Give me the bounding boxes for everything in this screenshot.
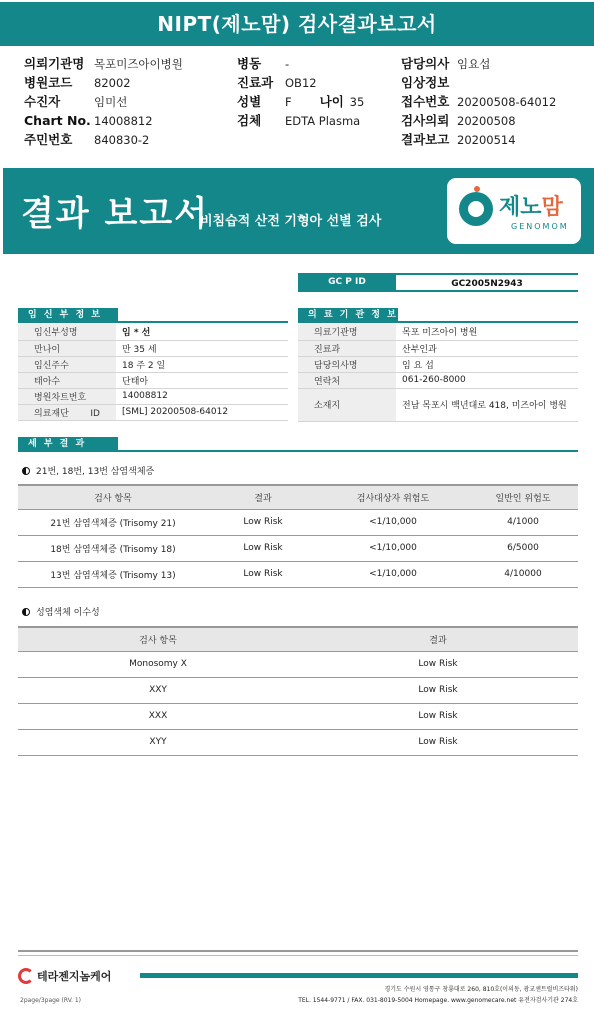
- info-row: [18, 388, 288, 404]
- table-row: [18, 703, 578, 729]
- info-key: 진료과: [298, 340, 396, 356]
- company-logo: [18, 968, 111, 984]
- header-row-specimen: [237, 111, 364, 130]
- company-logo-icon: [18, 968, 34, 984]
- table-cell: 6/5000: [468, 535, 578, 561]
- header-col-2: [237, 54, 364, 130]
- hospital-info-table: [298, 324, 578, 422]
- info-value: 만 35 세: [116, 340, 288, 356]
- header-row-department: [237, 73, 364, 92]
- info-value: 임 요 섭: [396, 356, 578, 372]
- header-value: EDTA Plasma: [285, 114, 361, 128]
- result-banner: [3, 168, 594, 254]
- info-row: [298, 372, 578, 388]
- info-value: 061-260-8000: [396, 372, 578, 388]
- table-row: [18, 561, 578, 587]
- table-cell: <1/10,000: [318, 509, 468, 535]
- half-circle-icon: [22, 467, 30, 475]
- table-row: [18, 651, 578, 677]
- hospital-info-tag: 의 료 기 관 정 보: [298, 308, 398, 323]
- info-key: 임신부성명: [18, 324, 116, 340]
- header-label: 병원코드: [24, 75, 73, 90]
- header-row-institution: [24, 54, 183, 73]
- header-label: 진료과: [237, 75, 274, 90]
- table-cell: Low Risk: [208, 509, 318, 535]
- table-cell: XYY: [18, 729, 298, 755]
- header-label: 접수번호: [401, 94, 450, 109]
- header-value: 840830-2: [94, 133, 150, 147]
- header-label: 나이: [319, 94, 344, 109]
- header-value: 20200514: [457, 133, 516, 147]
- table-cell: XXX: [18, 703, 298, 729]
- header-value: -: [285, 57, 290, 71]
- info-row: [298, 356, 578, 372]
- info-row: [298, 340, 578, 356]
- table-row: [18, 677, 578, 703]
- company-address: [298, 984, 578, 1006]
- info-row: [298, 324, 578, 340]
- gcp-id-label: GC P ID: [298, 273, 396, 292]
- info-key: 병원차트번호: [18, 388, 116, 404]
- logo-text-a: 제노: [499, 195, 542, 220]
- table-cell: Low Risk: [298, 703, 578, 729]
- info-value: 전남 목포시 백년대로 418, 미즈아이 병원: [396, 388, 578, 421]
- header-value: 20200508: [457, 114, 516, 128]
- column-header: 결과: [208, 485, 318, 509]
- header-row-id-number: [24, 130, 183, 149]
- info-value: 목포 미즈아이 병원: [396, 324, 578, 340]
- page-number: 2page/3page (RV. 1): [20, 997, 82, 1004]
- header-row-clinical-info: [401, 73, 556, 92]
- table-cell: 21번 삼염색체증 (Trisomy 21): [18, 509, 208, 535]
- info-value: [SML] 20200508-64012: [116, 404, 288, 420]
- header-row-chart-no: [24, 111, 183, 130]
- header-value: 14008812: [94, 114, 153, 128]
- header-value: 임요섭: [457, 57, 491, 71]
- address-line: TEL. 1544-9771 / FAX. 031-8019-5004 Homepage. www.genomecare.net 유전자검사기관 274호: [298, 997, 578, 1004]
- section-divider: [118, 321, 288, 323]
- logo-mark-icon: [459, 192, 493, 226]
- header-row-patient: [24, 92, 183, 111]
- sex-chromosome-section-text: 성염색체 이수성: [36, 608, 100, 618]
- info-row: [18, 372, 288, 388]
- details-tag: 세 부 결 과: [18, 437, 118, 452]
- footer-accent-bar: [140, 973, 578, 978]
- table-cell: XXY: [18, 677, 298, 703]
- info-key: 의료기관명: [298, 324, 396, 340]
- info-key: 담당의사명: [298, 356, 396, 372]
- header-label: 수진자: [24, 94, 61, 109]
- info-value: 산부인과: [396, 340, 578, 356]
- header-row-hospital-code: [24, 73, 183, 92]
- pregnant-info-tag: 임 신 부 정 보: [18, 308, 118, 323]
- table-cell: 4/10000: [468, 561, 578, 587]
- trisomy-section-text: 21번, 18번, 13번 삼염색체증: [36, 467, 155, 477]
- info-key: 연락처: [298, 372, 396, 388]
- column-header: 일반인 위험도: [468, 485, 578, 509]
- table-cell: Low Risk: [298, 729, 578, 755]
- header-label: 결과보고: [401, 132, 450, 147]
- half-circle-icon: [22, 608, 30, 616]
- report-title: NIPT(제노맘) 검사결과보고서: [0, 2, 594, 46]
- info-row: [18, 356, 288, 372]
- header-label: 임상정보: [401, 75, 450, 90]
- table-cell: Low Risk: [298, 677, 578, 703]
- header-row-doctor: [401, 54, 556, 73]
- footer-divider: [18, 950, 578, 952]
- section-divider: [118, 450, 578, 452]
- column-header: 검사 항목: [18, 485, 208, 509]
- header-col-3: [401, 54, 556, 149]
- info-key: 태아수: [18, 372, 116, 388]
- header-label: 검체: [237, 113, 262, 128]
- company-name: 테라젠지놈케어: [37, 970, 112, 983]
- section-divider: [398, 321, 578, 323]
- header-label: Chart No.: [24, 113, 91, 128]
- table-cell: <1/10,000: [318, 561, 468, 587]
- address-line: 경기도 수원시 영통구 창룡대로 260, 810호(이의동, 광교센트럴비즈타워): [384, 986, 578, 993]
- info-key: 의료재단 ID: [18, 404, 116, 420]
- info-row: [298, 388, 578, 421]
- info-key: 임신주수: [18, 356, 116, 372]
- footer-divider: [18, 955, 578, 956]
- logo-text-b: 맘: [541, 195, 563, 220]
- trisomy-section-title: [22, 464, 154, 477]
- pregnant-info-table: [18, 324, 288, 421]
- header-value: 임미선: [94, 95, 128, 109]
- info-key: 만나이: [18, 340, 116, 356]
- header-value: 35: [349, 95, 365, 109]
- info-key: 소재지: [298, 388, 396, 421]
- info-value: 임 * 선: [116, 324, 288, 340]
- header-value: 목포미즈아이병원: [94, 57, 183, 71]
- table-cell: <1/10,000: [318, 535, 468, 561]
- logo-subtext: GENOMOM: [511, 222, 569, 231]
- trisomy-results-table: [18, 484, 578, 588]
- table-cell: Low Risk: [298, 651, 578, 677]
- header-value: OB12: [285, 76, 317, 90]
- info-row: [18, 340, 288, 356]
- table-cell: Monosomy X: [18, 651, 298, 677]
- table-row: [18, 509, 578, 535]
- info-value: 14008812: [116, 388, 288, 404]
- info-value: 18 주 2 일: [116, 356, 288, 372]
- column-header: 결과: [298, 627, 578, 651]
- header-label: 검사의뢰: [401, 113, 450, 128]
- banner-subtitle: 비침습적 산전 기형아 선별 검사: [200, 214, 382, 229]
- info-row: [18, 404, 288, 420]
- gcp-id-value: GC2005N2943: [396, 273, 578, 292]
- table-cell: Low Risk: [208, 561, 318, 587]
- info-row: [18, 324, 288, 340]
- header-label: 병동: [237, 56, 262, 71]
- logo-dot-icon: [474, 186, 480, 192]
- logo-text: [499, 190, 563, 221]
- table-cell: 18번 삼염색체증 (Trisomy 18): [18, 535, 208, 561]
- header-row-request-date: [401, 111, 556, 130]
- info-value: 단태아: [116, 372, 288, 388]
- sex-chromosome-section-title: [22, 605, 100, 618]
- header-row-report-date: [401, 130, 556, 149]
- header-label: 의뢰기관명: [24, 56, 85, 71]
- header-label: 주민번호: [24, 132, 73, 147]
- column-header: 검사대상자 위험도: [318, 485, 468, 509]
- header-label: 성별: [237, 94, 262, 109]
- table-cell: Low Risk: [208, 535, 318, 561]
- header-value: 20200508-64012: [457, 95, 557, 109]
- header-value: 82002: [94, 76, 131, 90]
- genomom-logo: [447, 178, 581, 244]
- header-row-receipt-no: [401, 92, 556, 111]
- table-row: [18, 535, 578, 561]
- banner-title: 결과 보고서: [21, 194, 210, 234]
- table-header-row: [18, 485, 578, 509]
- table-row: [18, 729, 578, 755]
- sex-chromosome-results-table: [18, 626, 578, 756]
- gcp-id-box: [298, 273, 578, 292]
- header-row-sex-age: [237, 92, 364, 111]
- report-header: [0, 54, 594, 154]
- header-label: 담당의사: [401, 56, 450, 71]
- header-value: F: [285, 95, 292, 109]
- table-cell: 4/1000: [468, 509, 578, 535]
- header-row-ward: [237, 54, 364, 73]
- column-header: 검사 항목: [18, 627, 298, 651]
- table-header-row: [18, 627, 578, 651]
- table-cell: 13번 삼염색체증 (Trisomy 13): [18, 561, 208, 587]
- header-col-1: [24, 54, 183, 149]
